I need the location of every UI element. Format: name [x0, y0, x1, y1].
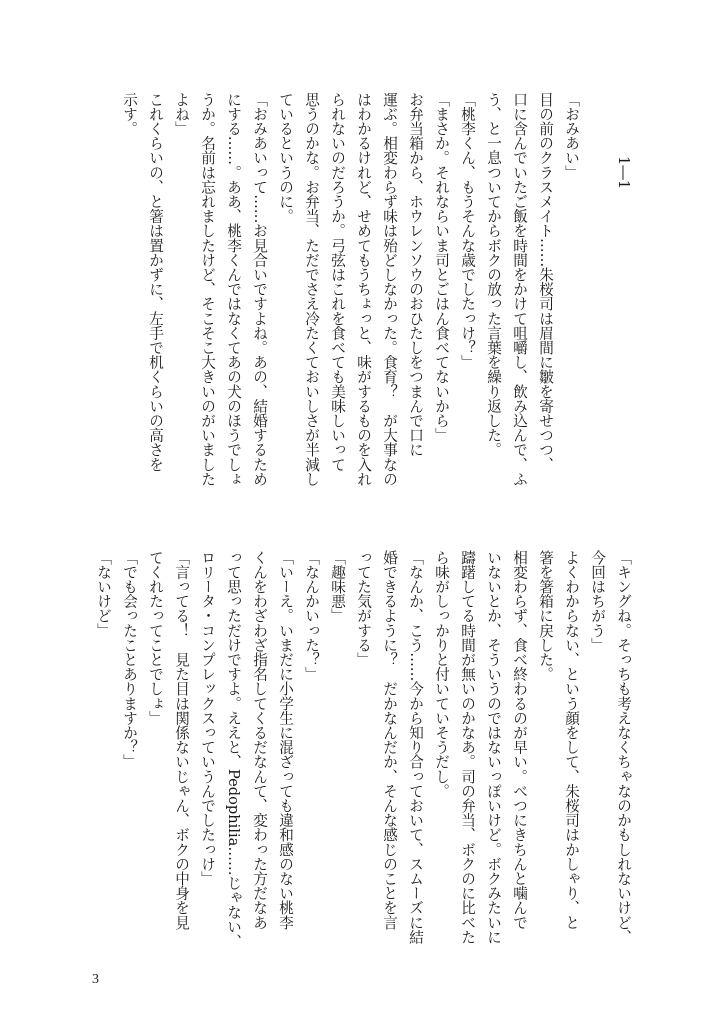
- text-line: う、と一息ついてからボクの放った言葉を繰り返した。: [485, 92, 502, 457]
- text-line: ってた気がする」: [355, 550, 372, 667]
- text-line: よくわからない、という顔をして、朱桜司はかしゃり、と: [563, 550, 580, 930]
- text-line: ら味がしっかりと付いていそうだし。: [433, 550, 450, 799]
- text-line: [584, 92, 610, 512]
- text-line: 「言ってる！ 見た目は関係ないじゃん、ボクの中身を見: [173, 550, 190, 930]
- text-line: 目の前のクラスメイト……朱桜司は眉間に皺を寄せつつ、: [537, 92, 554, 472]
- text-line: られないのだろうか。弓弦はこれを食べても美味しいって: [329, 92, 346, 472]
- text-line: 躊躇してる時間が無いのかなあ。司の弁当、ボクのに比べた: [459, 550, 476, 945]
- text-line: 「おみあいって……お見合いですよね。あの、結婚するため: [251, 92, 268, 487]
- text-line: よね」: [173, 92, 190, 136]
- text-line: にする……。ああ、桃李くんではなくてあの犬のほうでしょ: [225, 92, 242, 487]
- text-line: 今回はちがう」: [589, 550, 606, 653]
- text-line: ているというのに。: [277, 92, 294, 224]
- text-line: 相変わらず、食べ終わるのが早い。べつにきちんと噛んで: [511, 550, 528, 930]
- text-line: ロリータ・コンプレックスっていうんでしたっけ」: [199, 550, 216, 886]
- page-number: 3: [92, 972, 99, 987]
- text-line: 「でも会ったことありますか？」: [121, 550, 138, 769]
- text-line: って思っただけですよ。ええと、Pedophilia……じゃない、: [225, 550, 242, 949]
- text-line: 婚できるように？ だかなんだか、そんな感じのことを言: [381, 550, 398, 930]
- text-line: いないとか、そういうのではないっぽいけど。ボクみたいに: [485, 550, 502, 945]
- text-line: 運ぶ。相変わらず味は殆どしなかった。食育？ が大事なの: [381, 92, 398, 487]
- text-line: くんをわざわざ指名してくるだなんて、変わった方だなあ: [251, 550, 268, 930]
- text-line: 「桃李くん、もうそんな歳でしたっけ？」: [459, 92, 476, 370]
- text-line: 「おみあい」: [563, 92, 580, 180]
- upper-text-tier: [110, 92, 636, 512]
- text-line: 「キングね。そっちも考えなくちゃなのかもしれないけど、: [615, 550, 632, 945]
- text-line: お弁当箱から、ホウレンソウのおひたしをつまんで口に: [407, 92, 424, 457]
- text-line: 「なんかいった？」: [303, 550, 320, 682]
- text-line: 「趣味悪」: [329, 550, 346, 623]
- text-line: 「ないけど」: [95, 550, 112, 638]
- text-line: てくれたってことでしょ」: [147, 550, 164, 726]
- text-line: うか。名前は忘れましたけど、そこそこ大きいのがいました: [199, 92, 216, 487]
- text-line: 口に含んでいたご飯を時間をかけて咀嚼し、飲み込んで、ふ: [511, 92, 528, 487]
- lower-text-tier: [95, 550, 636, 966]
- text-line: 思うのかな。お弁当、ただでさえ冷たくておいしさが半減し: [303, 92, 320, 487]
- text-line: はわかるけれど、せめてもうちょっと、味がするものを入れ: [355, 92, 372, 487]
- text-line: 「まさか。それならいま司とごはん食べてないから」: [433, 92, 450, 443]
- text-line: 示す。: [121, 92, 138, 136]
- text-line: 「いーえ。いまだに小学生に混ざっても違和感のない桃李: [277, 550, 294, 930]
- chapter-heading: 1―1: [615, 156, 632, 190]
- text-line: 「なんか、こう……今から知り合っておいて、スムーズに結: [407, 550, 424, 945]
- text-line: 箸を箸箱に戻した。: [537, 550, 554, 682]
- text-line: これくらいの、と箸は置かずに、左手で机くらいの高さを: [147, 92, 164, 472]
